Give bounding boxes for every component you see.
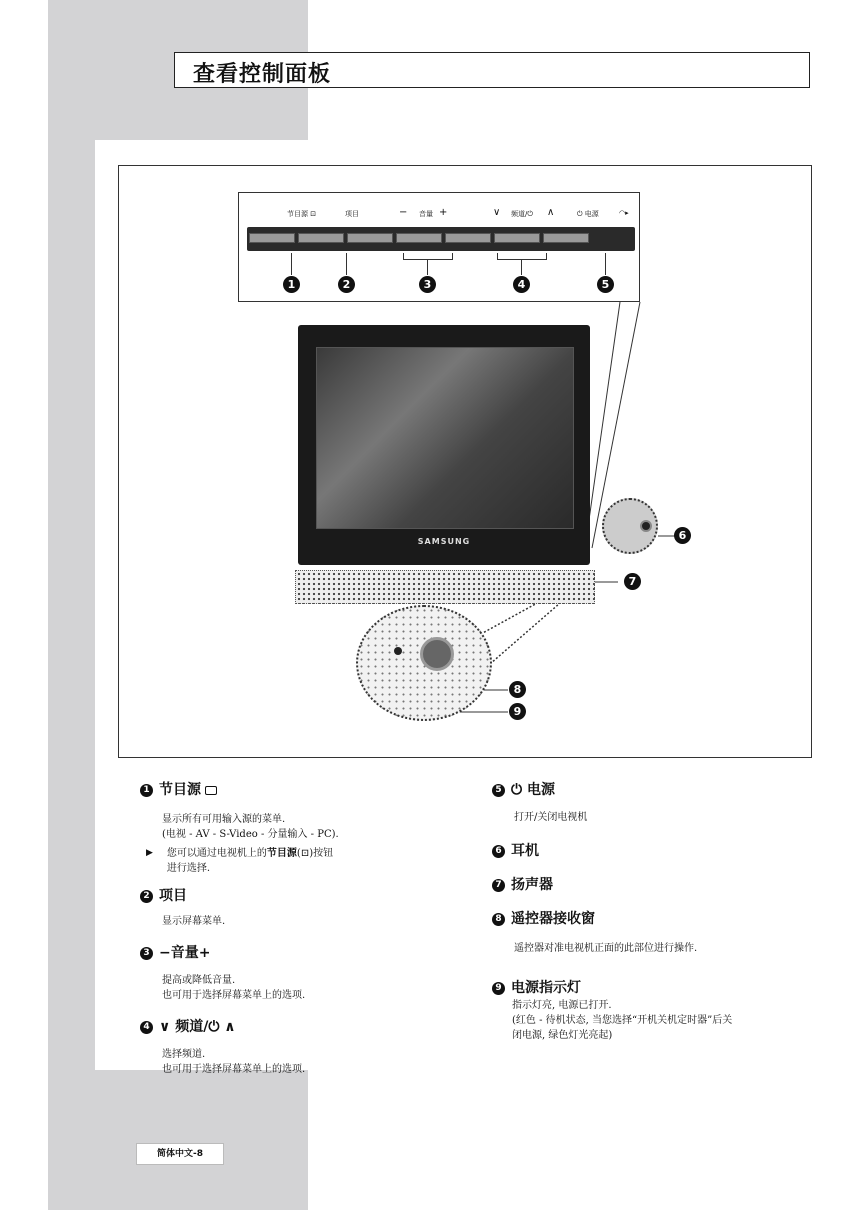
- marker-4: 4: [513, 276, 530, 293]
- panel-label-vol-plus: +: [439, 207, 448, 218]
- item-2-heading: [140, 886, 460, 906]
- page-title: 查看控制面板: [193, 61, 332, 87]
- right-descriptions: [492, 780, 832, 1043]
- item-4-heading: [140, 1017, 460, 1037]
- marker-9: 9: [509, 703, 526, 720]
- item-2-line-1: 显示屏幕菜单.: [162, 916, 226, 927]
- item-1-title: 节目源: [159, 782, 201, 798]
- item-1-heading: [140, 780, 460, 800]
- item-3-title: −音量+: [159, 945, 211, 961]
- item-7-heading: [492, 875, 832, 895]
- panel-label-ch-down: ∨: [493, 207, 501, 218]
- left-descriptions: [140, 780, 460, 1077]
- panel-label-vol-minus: −: [399, 207, 408, 218]
- note-text-line2: 进行选择.: [166, 863, 211, 874]
- item-3-line-2: 也可用于选择屏幕菜单上的选项.: [162, 990, 306, 1001]
- item-2-title: 项目: [159, 888, 187, 904]
- item-1-line-2: (电视 - AV - S-Video - 分量输入 - PC).: [162, 829, 339, 840]
- marker-8: 8: [509, 681, 526, 698]
- panel-label-headphone: ◠▸: [619, 209, 629, 217]
- item-9-line-1: 指示灯亮, 电源已打开.: [512, 1000, 612, 1011]
- item-4-line-2: 也可用于选择屏幕菜单上的选项.: [162, 1064, 306, 1075]
- tv-illustration: [298, 325, 590, 565]
- item-9-heading: [492, 978, 832, 998]
- item-8-number: 8: [492, 913, 505, 926]
- remote-sensor-icon: [420, 637, 454, 671]
- note-arrow-icon: ▶: [146, 848, 153, 858]
- headphone-jack-icon: [640, 520, 652, 532]
- panel-label-power: ⏻ 电源: [577, 210, 599, 218]
- item-4-number: 4: [140, 1021, 153, 1034]
- item-9-number: 9: [492, 982, 505, 995]
- note-text-bold: 节目源: [266, 848, 297, 859]
- marker-5: 5: [597, 276, 614, 293]
- headphone-callout: [602, 498, 658, 554]
- item-9-line-2: (红色 - 待机状态, 当您选择“开机关机定时器”后关: [512, 1015, 733, 1026]
- note-text-post: (⊡)按钮: [296, 848, 334, 859]
- panel-label-channel: 频道/⏻: [511, 210, 533, 218]
- item-5-title: ⏻ 电源: [511, 782, 555, 798]
- source-icon: [205, 786, 217, 795]
- note-text-pre: 您可以通过电视机上的: [166, 848, 267, 859]
- tv-screen: [316, 347, 574, 529]
- panel-label-source: 节目源 ⊡: [287, 210, 317, 218]
- item-9-title: 电源指示灯: [511, 980, 581, 996]
- marker-1: 1: [283, 276, 300, 293]
- speaker-grille: [295, 570, 595, 604]
- item-3-heading: [140, 943, 460, 963]
- item-6-title: 耳机: [511, 843, 539, 859]
- item-3-line-1: 提高或降低音量.: [162, 975, 236, 986]
- power-indicator-icon: [394, 647, 402, 655]
- item-8-heading: [492, 909, 832, 929]
- panel-label-volume: 音量: [419, 210, 433, 218]
- item-1-line-1: 显示所有可用输入源的菜单.: [162, 814, 286, 825]
- panel-label-ch-up: ∧: [547, 207, 555, 218]
- tv-brand: SAMSUNG: [417, 537, 471, 546]
- marker-6: 6: [674, 527, 691, 544]
- item-6-number: 6: [492, 845, 505, 858]
- item-1-note: [140, 846, 460, 876]
- marker-3: 3: [419, 276, 436, 293]
- item-4-line-1: 选择频道.: [162, 1049, 206, 1060]
- item-5-number: 5: [492, 784, 505, 797]
- item-3-number: 3: [140, 947, 153, 960]
- panel-label-menu: 项目: [345, 210, 359, 218]
- item-4-title: ∨ 频道/⏻ ∧: [159, 1019, 236, 1035]
- marker-2: 2: [338, 276, 355, 293]
- item-1-number: 1: [140, 784, 153, 797]
- page-number: 简体中文-8: [136, 1143, 224, 1165]
- item-9-line-3: 闭电源, 绿色灯光亮起): [512, 1030, 613, 1041]
- marker-7: 7: [624, 573, 641, 590]
- item-7-title: 扬声器: [511, 877, 553, 893]
- item-5-line-1: 打开/关闭电视机: [514, 812, 588, 823]
- item-2-number: 2: [140, 890, 153, 903]
- sensor-callout: [356, 605, 492, 721]
- item-7-number: 7: [492, 879, 505, 892]
- item-5-heading: [492, 780, 832, 800]
- item-8-line-1: 遥控器对准电视机正面的此部位进行操作.: [514, 943, 698, 954]
- item-6-heading: [492, 841, 832, 861]
- item-8-title: 遥控器接收窗: [511, 911, 595, 927]
